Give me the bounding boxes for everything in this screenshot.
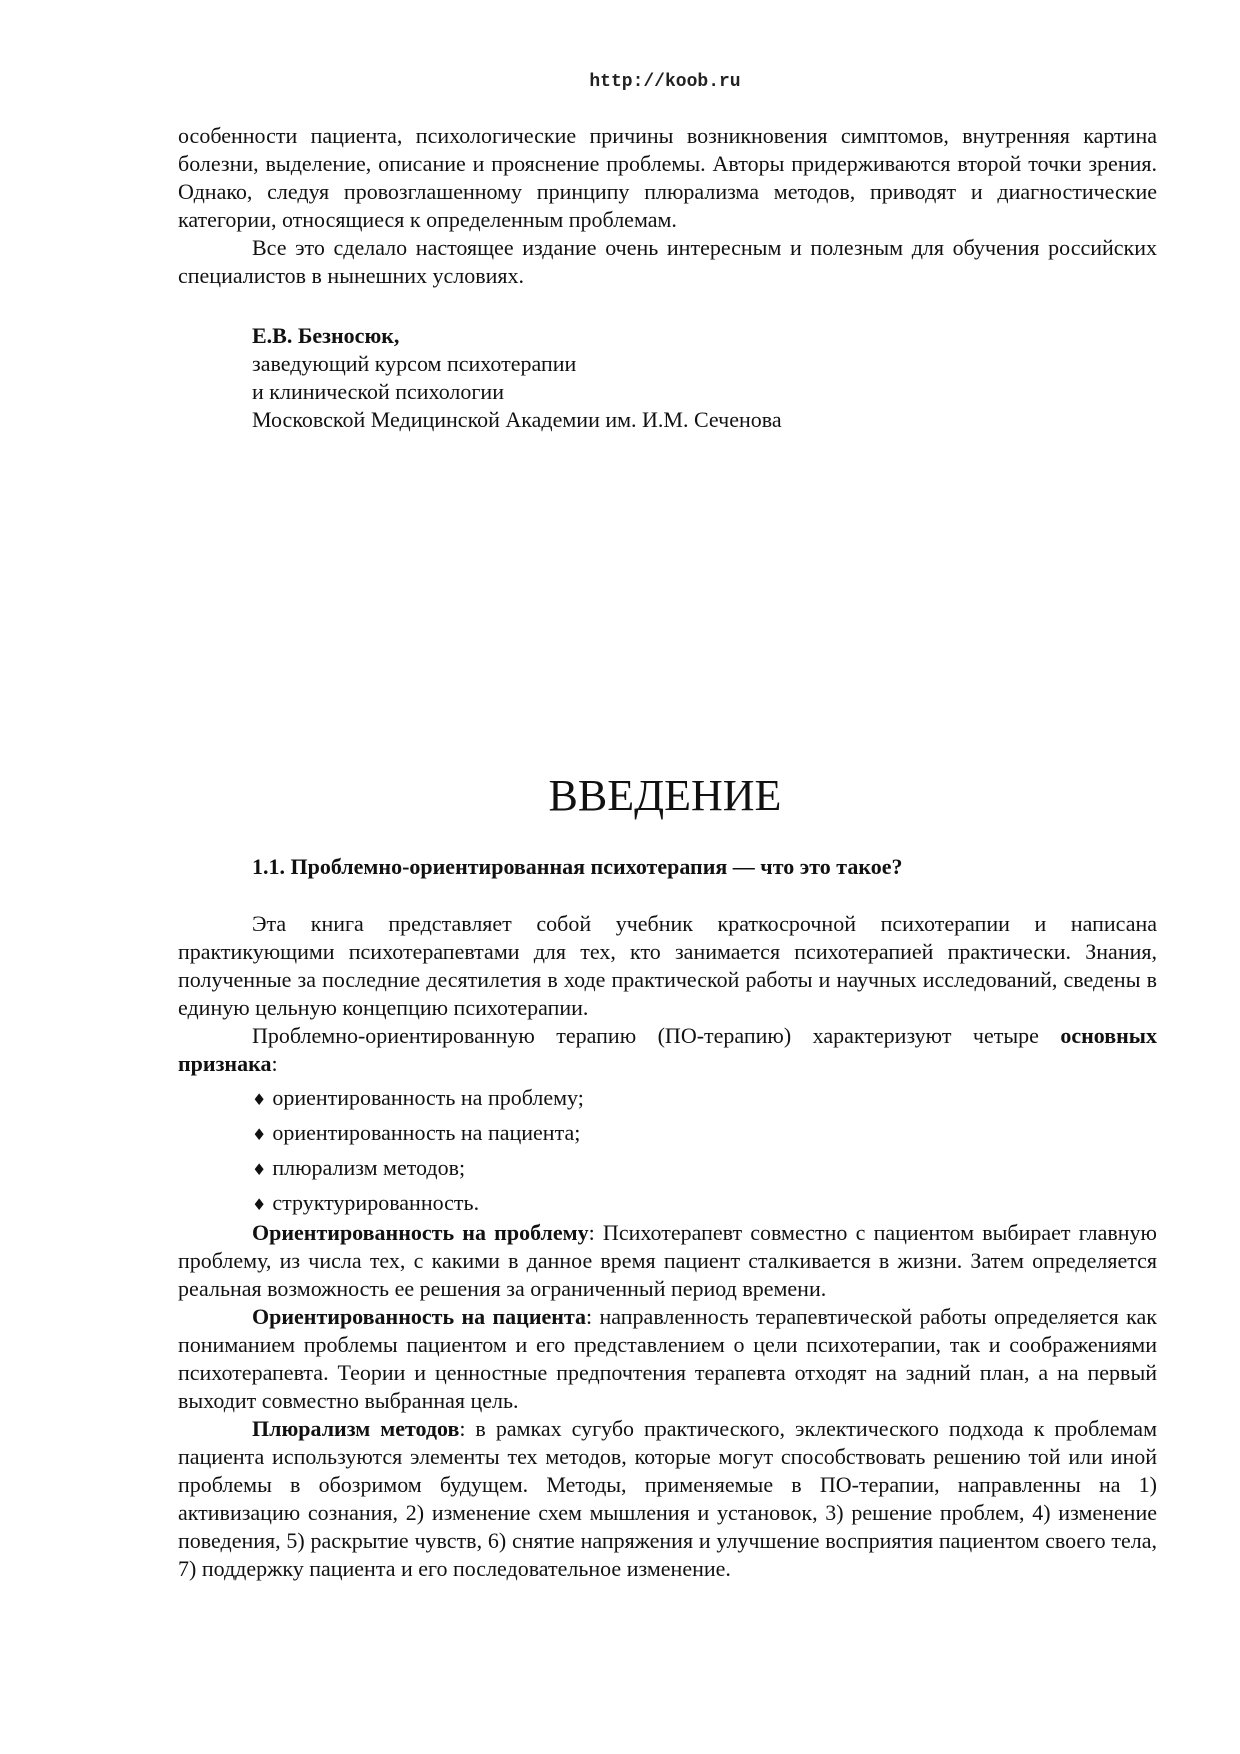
diamond-bullet-icon: ♦ (252, 1090, 267, 1109)
signature-line-2: и клинической психологии (252, 379, 504, 404)
list-item-text: ориентированность на пациента; (272, 1120, 581, 1145)
problem-orientation-term: Ориентированность на проблему (252, 1220, 589, 1245)
diamond-bullet-icon: ♦ (252, 1125, 267, 1144)
list-item-text: структурированность. (272, 1190, 480, 1215)
patient-orientation-term: Ориентированность на пациента (252, 1304, 587, 1329)
pluralism-text: : в рамках сугубо практического, эклектического подхода к проблемам пациента используются элементы тех методов, которые могут способствовать решению той или иной проблемы в обозримом будущем. Методы, применяемые в ПО-терапии, направленны на 1) активизацию сознания, 2) изменение схем мышления и установок, 3) решение проблем, 4) изменение поведения, 5) раскрытие чувств, 6) снятие напряжения и улучшение восприятия пациентом своего тела, 7) поддержку пациента и его последовательное изменение. (178, 1416, 1157, 1581)
preface-paragraph-1: особенности пациента, психологические причины возникновения симптомов, внутренняя картина болезни, выделение, описание и прояснение проблемы. Авторы придерживаются второй точки зрения. Однако, следуя провозглашенному принципу плюрализма методов, приводят и диагностические категории, относящиеся к определенным проблемам. (178, 123, 1157, 232)
introduction-body (178, 910, 1157, 1583)
chapter-title: ВВЕДЕНИЕ (548, 771, 782, 820)
list-item (252, 1119, 1157, 1149)
list-item (252, 1154, 1157, 1184)
section-heading: 1.1. Проблемно-ориентированная психотерапия — что это такое? (252, 854, 903, 879)
intro-paragraph-2 (178, 1022, 1157, 1078)
diamond-bullet-icon: ♦ (252, 1195, 267, 1214)
list-item (252, 1084, 1157, 1114)
list-item-text: плюрализм методов; (272, 1155, 466, 1180)
header-url: http://koob.ru (589, 72, 741, 92)
pluralism-term: Плюрализм методов (252, 1416, 460, 1441)
intro-paragraph-1: Эта книга представляет собой учебник краткосрочной психотерапии и написана практикующими психотерапевтами для тех, кто занимается психотерапией практически. Знания, полученные за последние десятилетия в ходе практической работы и научных исследований, сведены в единую цельную концепцию психотерапии. (178, 911, 1157, 1020)
pluralism-paragraph (178, 1415, 1157, 1583)
patient-orientation-text: : направленность терапевтической работы определяется как пониманием проблемы пациентом и его представлением о цели психотерапии, так и соображениями психотерапевта. Теории и ценностные предпочтения терапевта отходят на задний план, а на первый выходит совместно выбранная цель. (178, 1304, 1157, 1413)
preface-paragraph-2: Все это сделало настоящее издание очень интересным и полезным для обучения российских специалистов в нынешних условиях. (178, 235, 1157, 288)
intro-paragraph-2-end: : (271, 1051, 278, 1076)
preface-continuation (178, 122, 1157, 290)
signature-line-3: Московской Медицинской Академии им. И.М. Сеченова (252, 407, 782, 432)
features-list (178, 1084, 1157, 1219)
list-item (252, 1189, 1157, 1219)
intro-paragraph-2-text: Проблемно-ориентированную терапию (ПО-терапию) характеризуют четыре (252, 1023, 1061, 1048)
intro-paragraph-2-bold: основных признака (178, 1023, 1157, 1076)
signature-line-1: заведующий курсом психотерапии (252, 351, 577, 376)
problem-orientation-text: : Психотерапевт совместно с пациентом выбирает главную проблему, из числа тех, с какими в данное время пациент сталкивается в жизни. Затем определяется реальная возможность ее решения за ограниченный период времени. (178, 1220, 1157, 1301)
signature-block (252, 322, 782, 434)
list-item-text: ориентированность на проблему; (272, 1085, 584, 1110)
patient-orientation-paragraph (178, 1303, 1157, 1415)
diamond-bullet-icon: ♦ (252, 1160, 267, 1179)
problem-orientation-paragraph (178, 1219, 1157, 1303)
signature-name: Е.В. Безносюк, (252, 323, 400, 348)
